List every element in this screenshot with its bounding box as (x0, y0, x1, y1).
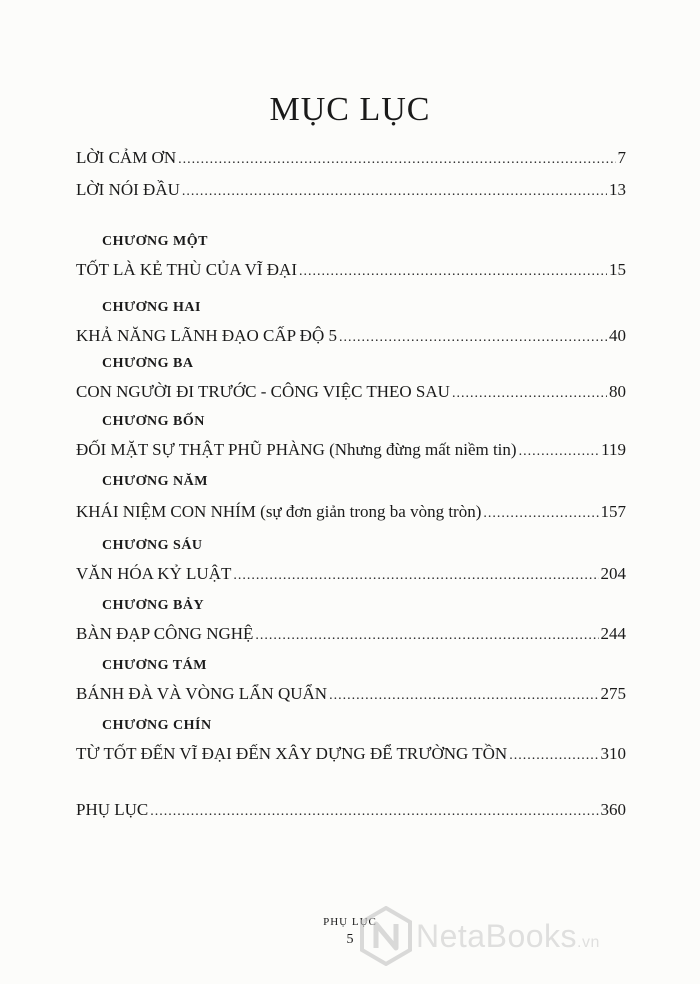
toc-entry-chapter-7[interactable] (76, 624, 626, 648)
watermark-brand: NetaBooks.vn (416, 917, 600, 954)
leader-dots (178, 152, 615, 168)
chapter-heading: CHƯƠNG BẢY (102, 598, 205, 613)
toc-entry-label: BÀN ĐẠP CÔNG NGHỆ (76, 624, 254, 643)
toc-entry-chapter-6[interactable] (76, 564, 626, 588)
watermark (360, 906, 600, 966)
toc-entry-page: 13 (609, 180, 626, 199)
toc-entry-chapter-2[interactable] (76, 326, 626, 350)
leader-dots (150, 804, 598, 820)
toc-entry-label: LỜI NÓI ĐẦU (76, 180, 180, 199)
leader-dots (233, 568, 598, 584)
leader-dots (182, 184, 607, 200)
toc-entry-chapter-3[interactable] (76, 382, 626, 406)
toc-entry-appendix[interactable] (76, 800, 626, 824)
toc-entry-label: KHÁI NIỆM CON NHÍM (sự đơn giản trong ba vòng tròn) (76, 502, 482, 521)
toc-entry-label: VĂN HÓA KỶ LUẬT (76, 564, 232, 583)
toc-entry-preface[interactable] (76, 180, 626, 204)
leader-dots (519, 444, 600, 460)
chapter-heading: CHƯƠNG CHÍN (102, 718, 212, 733)
toc-entry-page: 40 (609, 326, 626, 345)
running-head: PHỤ LỤC (323, 916, 377, 928)
leader-dots (483, 506, 598, 522)
leader-dots (452, 386, 607, 402)
chapter-heading: CHƯƠNG BỐN (102, 414, 205, 429)
toc-entry-chapter-5[interactable] (76, 502, 626, 526)
chapter-heading: CHƯƠNG BA (102, 356, 194, 371)
page-number: 5 (346, 932, 354, 947)
toc-entry-label: TỪ TỐT ĐẾN VĨ ĐẠI ĐẾN XÂY DỰNG ĐỂ TRƯỜNG TỒN (76, 744, 508, 763)
toc-entry-page: 80 (609, 382, 626, 401)
chapter-heading: CHƯƠNG MỘT (102, 234, 208, 249)
toc-entry-page: 310 (600, 744, 626, 763)
toc-entry-page: 7 (617, 148, 626, 167)
toc-entry-page: 244 (600, 624, 626, 643)
toc-entry-page: 360 (600, 800, 626, 819)
toc-entry-label: BÁNH ĐÀ VÀ VÒNG LẨN QUẨN (76, 684, 328, 703)
toc-entry-label: TỐT LÀ KẺ THÙ CỦA VĨ ĐẠI (76, 260, 297, 279)
toc-entry-chapter-8[interactable] (76, 684, 626, 708)
toc-entry-label: LỜI CẢM ƠN (76, 148, 177, 167)
toc-entry-chapter-4[interactable] (76, 440, 626, 464)
page-title: MỤC LỤC (269, 90, 431, 128)
leader-dots (299, 264, 607, 280)
toc-entry-label: CON NGƯỜI ĐI TRƯỚC - CÔNG VIỆC THEO SAU (76, 382, 450, 401)
leader-dots (339, 330, 607, 346)
chapter-heading: CHƯƠNG HAI (102, 300, 201, 315)
toc-entry-label: ĐỐI MẶT SỰ THẬT PHŨ PHÀNG (Nhưng đừng mất niềm tin) (76, 440, 517, 459)
netabooks-logo-icon (360, 906, 412, 966)
chapter-heading: CHƯƠNG TÁM (102, 658, 207, 673)
toc-entry-acknowledgements[interactable] (76, 148, 626, 172)
chapter-heading: CHƯƠNG NĂM (102, 474, 208, 489)
toc-entry-page: 119 (601, 440, 626, 459)
toc-entry-label: PHỤ LỤC (76, 800, 149, 819)
leader-dots (329, 688, 598, 704)
toc-entry-page: 15 (609, 260, 626, 279)
toc-entry-page: 157 (600, 502, 626, 521)
toc-entry-page: 275 (600, 684, 626, 703)
chapter-heading: CHƯƠNG SÁU (102, 538, 203, 553)
toc-entry-chapter-9[interactable] (76, 744, 626, 768)
toc-entry-label: KHẢ NĂNG LÃNH ĐẠO CẤP ĐỘ 5 (76, 326, 337, 345)
leader-dots (255, 628, 598, 644)
toc-entry-page: 204 (600, 564, 626, 583)
toc-entry-chapter-1[interactable] (76, 260, 626, 284)
leader-dots (509, 748, 598, 764)
